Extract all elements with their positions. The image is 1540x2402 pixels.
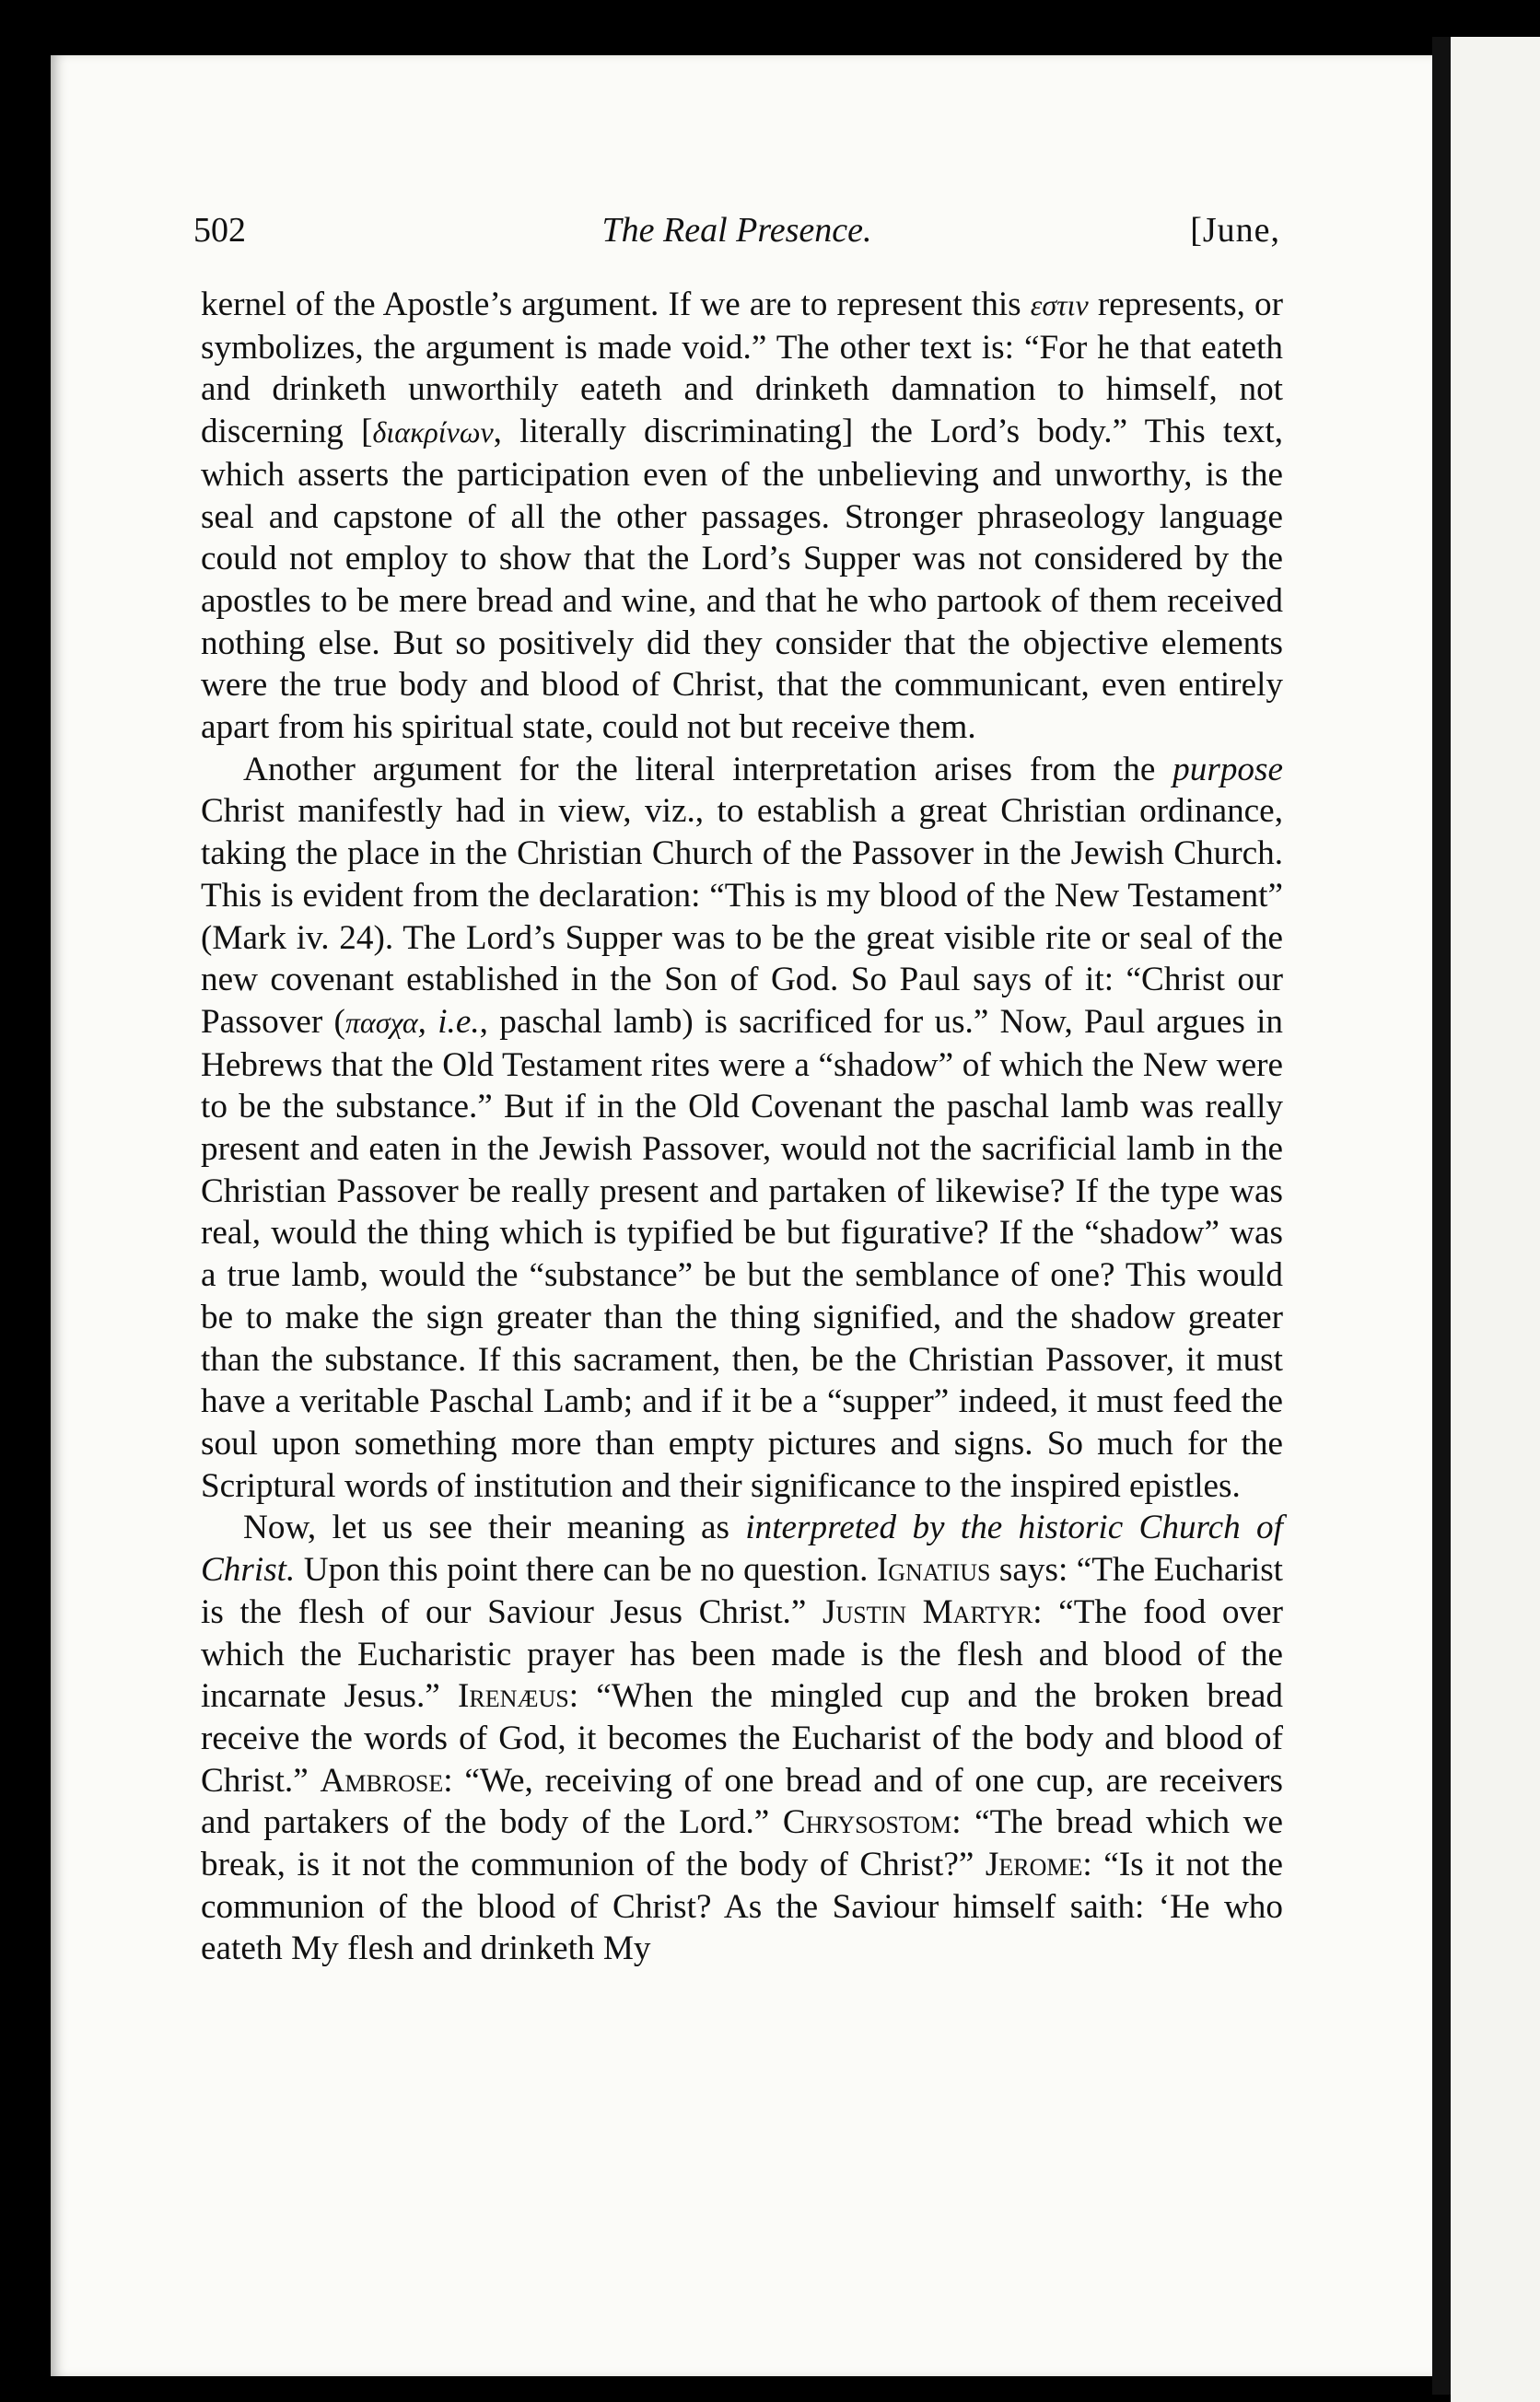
text-run: : “The bread which we break, is it not the communion of the body of Christ?” [201, 1803, 1283, 1884]
author-name: Ambrose [320, 1761, 444, 1800]
text-run: Now, let us see their meaning as [243, 1509, 746, 1547]
text-run: : “The food over which the Eucharistic prayer has been made is the flesh and blood of the incarnate Jesus.” [201, 1592, 1283, 1716]
text-run: Upon this point there can be no question. [295, 1551, 877, 1590]
text-run: : “When the mingled cup and the broken bread receive the words of God, it becomes the Eucharist of the body and blood of Christ.” [201, 1677, 1284, 1800]
italic-word: purpose [1172, 750, 1283, 788]
author-name: Jerome [985, 1846, 1083, 1884]
author-name: Justin Martyr [822, 1592, 1033, 1631]
section-mark: [June, [1190, 211, 1280, 250]
italic-phrase: interpreted by the historic Church of Christ. [201, 1509, 1283, 1590]
text-run: , paschal lamb) is sacrificed for us.” Now, Paul argues in Hebrews that the Old Testament rites were a “shadow” of which the New were to be the substance.” But if in the Old Covenant the paschal lamb was really present and eaten in the Jewish Passover, would not the sacrificial lamb in the Christian Passover be really present and partaken of likewise? If the type was real, would the thing which is typified be but figurative? If the “shadow” was a true lamb, would the “substance” be but the semblance of one? This would be to make the sign greater than the thing signified, and the shadow greater than the substance. If this sacrament, then, be the Christian Passover, it must have a veritable Paschal Lamb; and if it be a “supper” indeed, it must feed the soul upon something more than empty pictures and signs. So much for the Scriptural words of institution and their significance to the inspired epistles. [201, 1002, 1283, 1505]
body-text [201, 284, 1283, 1970]
page-gutter [1432, 37, 1451, 2395]
greek-word: εστιν [1030, 288, 1089, 321]
text-run: kernel of the Apostle’s argument. If we are to represent this [201, 286, 1031, 323]
paragraph-3 [201, 1507, 1283, 1970]
greek-word: πασχα [344, 1005, 418, 1039]
text-run: Christ manifestly had in view, viz., to establish a great Christian ordinance, taking the place in the Christian Church of the Passover in the Jewish Church. This is evident from the declaration: “This is my blood of the New Testament” (Mark iv. 24). The Lord’s Supper was to be the great visible rite or seal of the new covenant established in the Son of God. So Paul says of it: “Christ our Passover ( [201, 792, 1283, 1041]
adjacent-page-edge [1451, 37, 1540, 2402]
text-run: , literally discriminating] the Lord’s body.” This text, which asserts the participation even of the unbelieving and unworthy, is the seal and capstone of all the other passages. Stronger phraseology language could not employ to show that the Lord’s Supper was not considered by the apostles to be mere bread and wine, and that he who partook of them received nothing else. But so positively did they consider that the objective elements were the true body and blood of Christ, that the communicant, even entirely apart from his spiritual state, could not but receive them. [201, 413, 1283, 747]
text-run: : “We, receiving of one bread and of one cup, are receivers and partakers of the body of the Lord.” [201, 1761, 1283, 1842]
author-name: Chrysostom [782, 1803, 952, 1842]
page-number: 502 [193, 211, 246, 250]
text-run: represents, or symbolizes, the argument is made void.” The other text is: “For he that eateth and drinketh unworthily eateth and drinketh damnation to himself, not discerning [ [201, 286, 1283, 451]
running-title: The Real Presence. [601, 211, 872, 250]
text-run: Another argument for the literal interpretation arises from the [243, 750, 1173, 788]
author-name: Ignatius [876, 1551, 991, 1590]
text-run: says: “The Eucharist is the flesh of our Saviour Jesus Christ.” [201, 1551, 1283, 1631]
paragraph-1 [201, 284, 1283, 749]
page-header [193, 210, 1280, 265]
paragraph-2 [201, 749, 1283, 1508]
italic-abbrev: , i.e. [417, 1002, 480, 1041]
author-name: Irenæus [458, 1677, 569, 1716]
text-run: : “Is it not the communion of the blood of Christ? As the Saviour himself saith: ‘He who eateth My flesh and drinketh My [201, 1846, 1283, 1968]
greek-word: διακρίνων [372, 415, 494, 449]
